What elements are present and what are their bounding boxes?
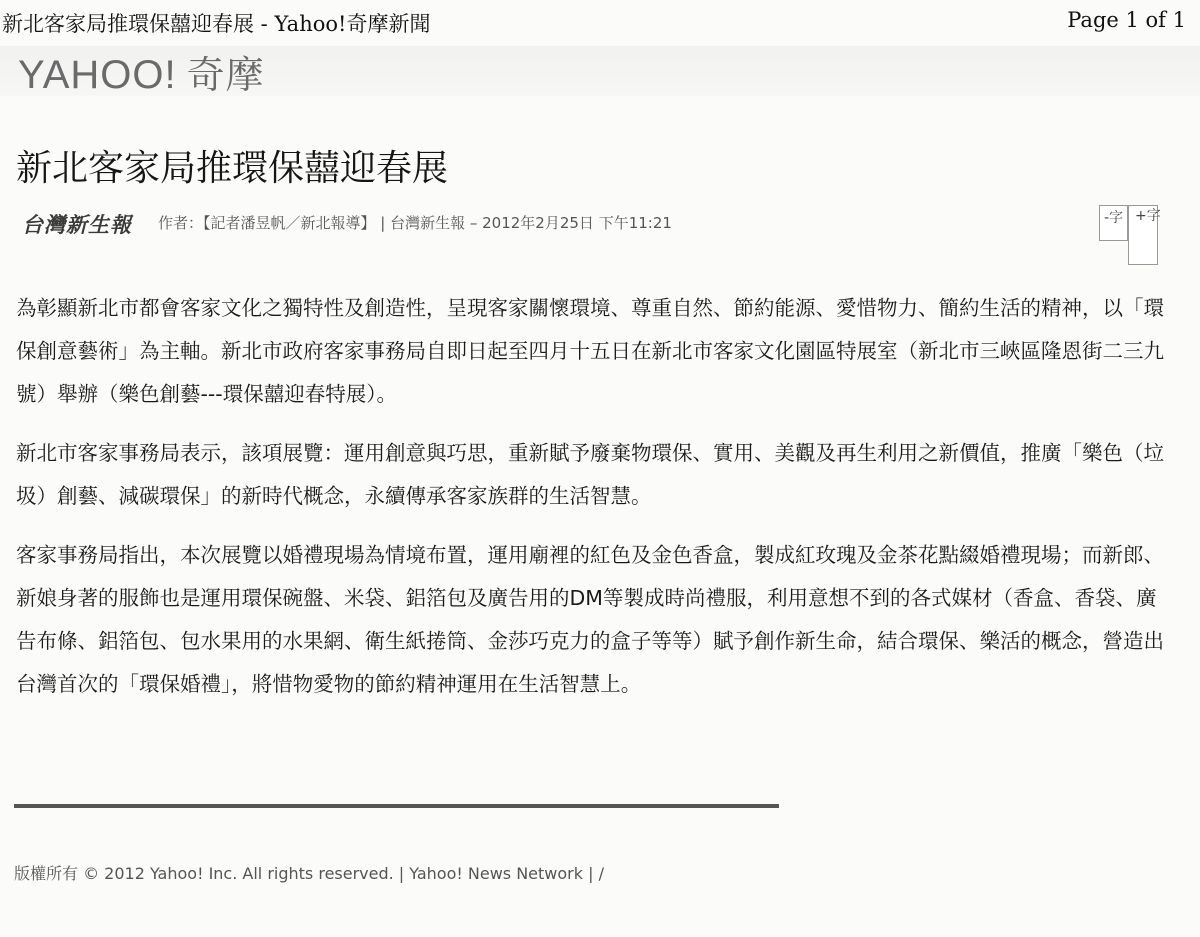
print-header-title: 新北客家局推環保囍迎春展 - Yahoo!奇摩新聞 bbox=[2, 12, 431, 36]
article-byline: 作者：【記者潘昱帆／新北報導】 | 台灣新生報 – 2012年2月25日 下午11:21 bbox=[158, 214, 672, 232]
print-page-number: Page 1 of 1 bbox=[1067, 8, 1186, 32]
site-logo-brand: YAHOO! bbox=[18, 53, 177, 97]
font-decrease-button[interactable]: -字 bbox=[1099, 205, 1128, 241]
copyright-footer: 版權所有 © 2012 Yahoo! Inc. All rights reserved. | Yahoo! News Network | / bbox=[14, 864, 604, 883]
site-logo-name: 奇摩 bbox=[186, 53, 265, 97]
article-paragraph-3: 客家事務局指出，本次展覽以婚禮現場為情境布置，運用廟裡的紅色及金色香盒，製成紅玫瑰及金茶花點綴婚禮現場；而新郎、新娘身著的服飾也是運用環保碗盤、米袋、鋁箔包及廣告用的DM等製成時尚禮服，利用意想不到的各式媒材（香盒、香袋、廣告布條、鋁箔包、包水果用的水果網、衛生紙捲筒、金莎巧克力的盒子等等）賦予創作新生命，結合環保、樂活的概念，營造出台灣首次的「環保婚禮」，將惜物愛物的節約精神運用在生活智慧上。 bbox=[16, 543, 1164, 696]
footer-divider bbox=[14, 804, 779, 808]
site-logo[interactable] bbox=[18, 44, 265, 99]
article-paragraph-1: 為彰顯新北市都會客家文化之獨特性及創造性，呈現客家關懷環境、尊重自然、節約能源、愛惜物力、簡約生活的精神，以「環保創意藝術」為主軸。新北市政府客家事務局自即日起至四月十五日在新北市客家文化園區特展室（新北市三峽區隆恩街二三九號）舉辦（樂色創藝---環保囍迎春特展）。 bbox=[16, 296, 1164, 406]
article-paragraph-2: 新北市客家事務局表示，該項展覽：運用創意與巧思，重新賦予廢棄物環保、實用、美觀及再生利用之新價值，推廣「樂色（垃圾）創藝、減碳環保」的新時代概念，永續傳承客家族群的生活智慧。 bbox=[16, 441, 1164, 508]
font-increase-label: +字 bbox=[1135, 208, 1161, 224]
source-logo: 台灣新生報 bbox=[22, 212, 132, 237]
article-title: 新北客家局推環保囍迎春展 bbox=[16, 148, 449, 189]
font-increase-button[interactable] bbox=[1128, 205, 1161, 265]
